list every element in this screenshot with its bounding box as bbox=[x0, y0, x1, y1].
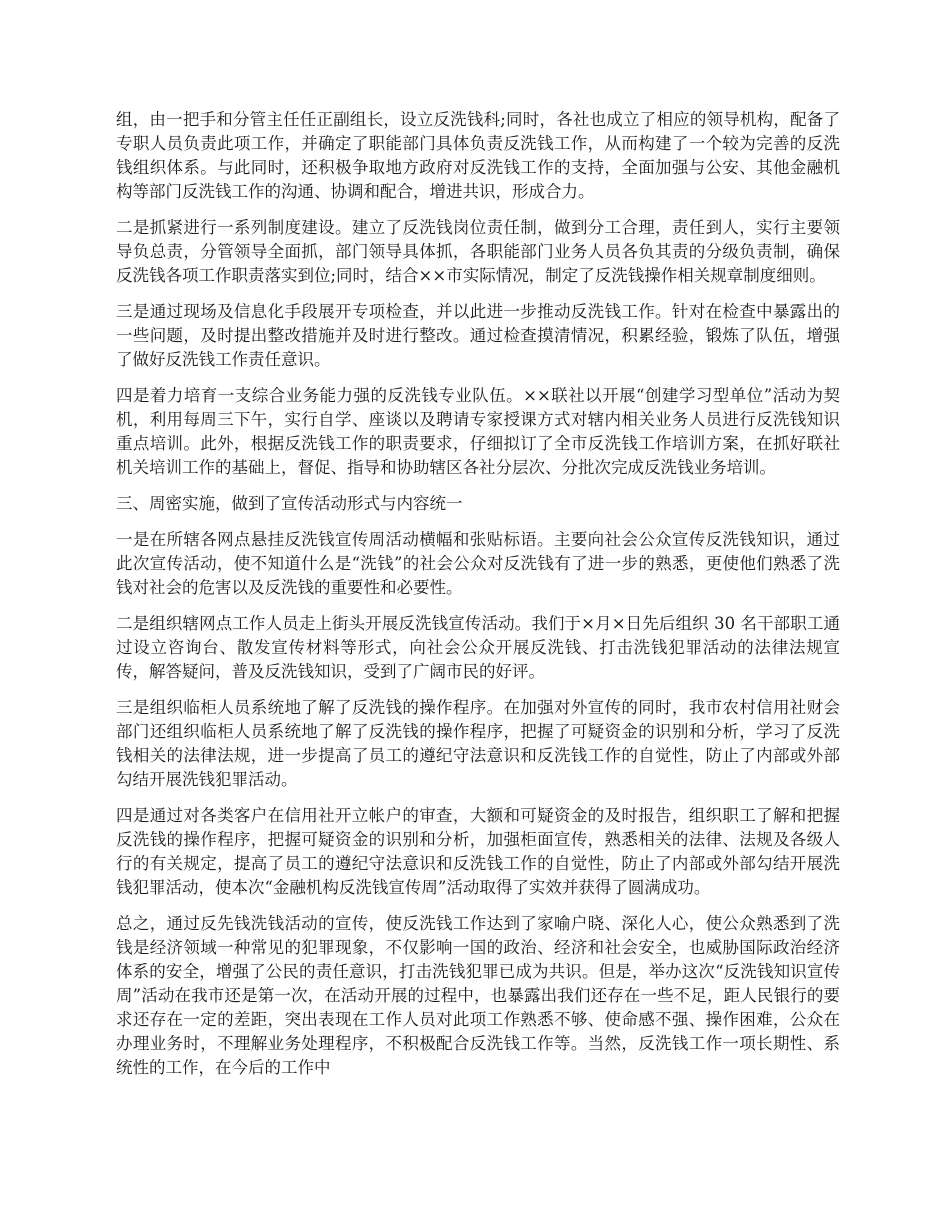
paragraph-counter-staff: 三是组织临柜人员系统地了解了反洗钱的操作程序。在加强对外宣传的同时，我市农村信用社财会部门还组织临柜人员系统地了解了反洗钱的操作程序，把握了可疑资金的识别和分析，学习了反洗钱相关的法律法规，进一步提高了员工的遵纪守法意识和反洗钱工作的自觉性，防止了内部或外部勾结开展洗钱犯罪活动。 bbox=[116, 698, 840, 789]
paragraph-system-construction: 二是抓紧进行一系列制度建设。建立了反洗钱岗位责任制，做到分工合理，责任到人，实行主要领导负总责，分管领导全面抓，部门领导具体抓，各职能部门业务人员各负其责的分级负责制，确保反洗钱各项工作职责落实到位;同时，结合××市实际情况，制定了反洗钱操作相关规章制度细则。 bbox=[116, 218, 840, 285]
paragraph-organization-system: 组，由一把手和分管主任任正副组长，设立反洗钱科;同时，各社也成立了相应的领导机构，配备了专职人员负责此项工作，并确定了职能部门具体负责反洗钱工作，从而构建了一个较为完善的反洗钱组织体系。与此同时，还积极争取地方政府对反洗钱工作的支持，全面加强与公安、其他金融机构等部门反洗钱工作的沟通、协调和配合，增进共识，形成合力。 bbox=[116, 110, 840, 201]
section-heading-implementation: 三、周密实施，做到了宣传活动形式与内容统一 bbox=[116, 494, 463, 513]
paragraph-account-review: 四是通过对各类客户在信用社开立帐户的审查，大额和可疑资金的及时报告，组织职工了解和把握反洗钱的操作程序，把握可疑资金的识别和分析，加强柜面宣传，熟悉相关的法律、法规及各级人行的有关规定，提高了员工的遵纪守法意识和反洗钱工作的自觉性，防止了内部或外部勾结开展洗钱犯罪活动，使本次“金融机构反洗钱宣传周”活动取得了实效并获得了圆满成功。 bbox=[116, 806, 840, 897]
paragraph-team-training: 四是着力培育一支综合业务能力强的反洗钱专业队伍。××联社以开展“创建学习型单位”活动为契机，利用每周三下午，实行自学、座谈以及聘请专家授课方式对辖内相关业务人员进行反洗钱知识重点培训。此外，根据反洗钱工作的职责要求，仔细拟订了全市反洗钱工作培训方案，在抓好联社机关培训工作的基础上，督促、指导和协助辖区各社分层次、分批次完成反洗钱业务培训。 bbox=[116, 386, 840, 477]
paragraph-summary: 总之，通过反先钱洗钱活动的宣传，使反洗钱工作达到了家喻户晓、深化人心，使公众熟悉到了洗钱是经济领域一种常见的犯罪现象，不仅影响一国的政治、经济和社会安全，也威胁国际政治经济体系的安全，增强了公民的责任意识，打击洗钱犯罪已成为共识。但是，举办这次“反洗钱知识宣传周”活动在我市还是第一次，在活动开展的过程中，也暴露出我们还存在一些不足，距人民银行的要求还存在一定的差距，突出表现在工作人员对此项工作熟悉不够、使命感不强、操作困难，公众在办理业务时，不理解业务处理程序，不积极配合反洗钱工作等。当然，反洗钱工作一项长期性、系统性的工作，在今后的工作中 bbox=[116, 914, 840, 1077]
paragraph-special-inspection: 三是通过现场及信息化手段展开专项检查，并以此进一步推动反洗钱工作。针对在检查中暴露出的一些问题，及时提出整改措施并及时进行整改。通过检查摸清情况，积累经验，锻炼了队伍，增强了做好反洗钱工作责任意识。 bbox=[116, 302, 840, 369]
document-body bbox=[116, 108, 840, 1092]
paragraph-banners-slogans: 一是在所辖各网点悬挂反洗钱宣传周活动横幅和张贴标语。主要向社会公众宣传反洗钱知识，通过此次宣传活动，使不知道什么是“洗钱”的社会公众对反洗钱有了进一步的熟悉，更使他们熟悉了洗钱对社会的危害以及反洗钱的重要性和必要性。 bbox=[116, 530, 840, 597]
paragraph-street-campaign: 二是组织辖网点工作人员走上街头开展反洗钱宣传活动。我们于×月×日先后组织 30 名干部职工通过设立咨询台、散发宣传材料等形式，向社会公众开展反洗钱、打击洗钱犯罪活动的法律法规宣传，解答疑问，普及反洗钱知识，受到了广阔市民的好评。 bbox=[116, 614, 840, 681]
